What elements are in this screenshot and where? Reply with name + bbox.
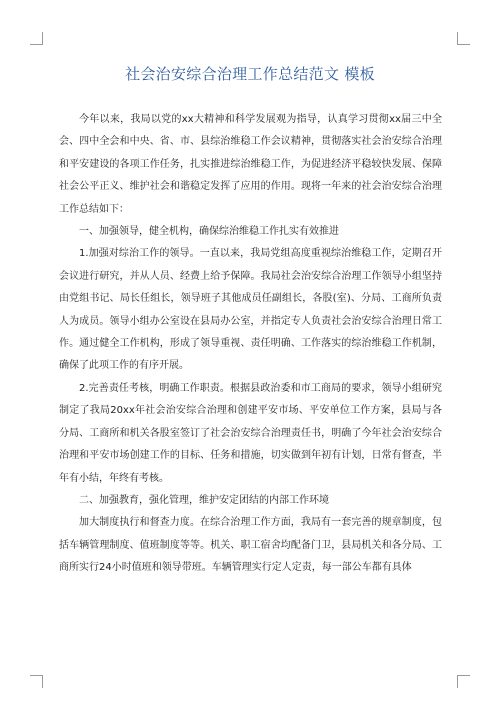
paragraph-1-2: 2.完善责任考核，明确工作职责。根据县政治委和市工商局的要求，领导小组研究制定了我局20xx年社会治安综合治理和创建平安市场、平安单位工作方案，县局与各分局、工商所和机关各股室签订了社会治安综合治理责任书，明确了今年社会治安综合治理和平安市场创建工作的目标、任务和措施，切实做到年初有计划，日常有督查，半年有小结，年终有考核。 [59,382,442,484]
paragraph-2-1: 加大制度执行和督查力度。在综合治理工作方面，我局有一套完善的规章制度，包括车辆管理制度、值班制度等等。机关、职工宿舍均配备门卫，县局机关和各分局、工商所实行24小时值班和领导带班。车辆管理实行定人定责，每一部公车都有具体 [59,517,442,574]
document-title: 社会治安综合治理工作总结范文 模板 [125,65,375,83]
paragraph-1-1: 1.加强对综治工作的领导。一直以来，我局党组高度重视综治维稳工作，定期召开会议进行研究，并从人员、经费上给予保障。我局社会治安综合治理工作领导小组坚持由党组书记、局长任组长，领导班子其他成员任副组长，各股(室)、分局、工商所负责人为成员。领导小组办公室设在县局办公室，并指定专人负责社会治安综合治理日常工作。通过健全工作机构，形成了领导重视、责任明确、工作落实的综治维稳工作机制，确保了此项工作的有序开展。 [59,248,442,372]
crop-mark-top-right [457,32,470,45]
document-body [59,109,442,580]
section-heading-1: 一、加强领导，健全机构，确保综治维稳工作扎实有效推进 [79,226,339,238]
crop-mark-bottom-right [457,675,470,688]
crop-mark-top-left [30,32,43,45]
paragraph-intro: 今年以来，我局以党的xx大精神和科学发展观为指导，认真学习贯彻xx届三中全会、四中全会和中央、省、市、县综治维稳工作会议精神，贯彻落实社会治安综合治理和平安建设的各项工作任务，扎实推进综治维稳工作，为促进经济平稳较快发展、保障社会公平正义、维护社会和谐稳定发挥了应用的作用。现将一年来的社会治安综合治理工作总结如下： [59,114,442,215]
section-heading-2: 二、加强教育，强化管理，维护安定团结的内部工作环境 [79,494,329,506]
crop-mark-bottom-left [30,675,43,688]
